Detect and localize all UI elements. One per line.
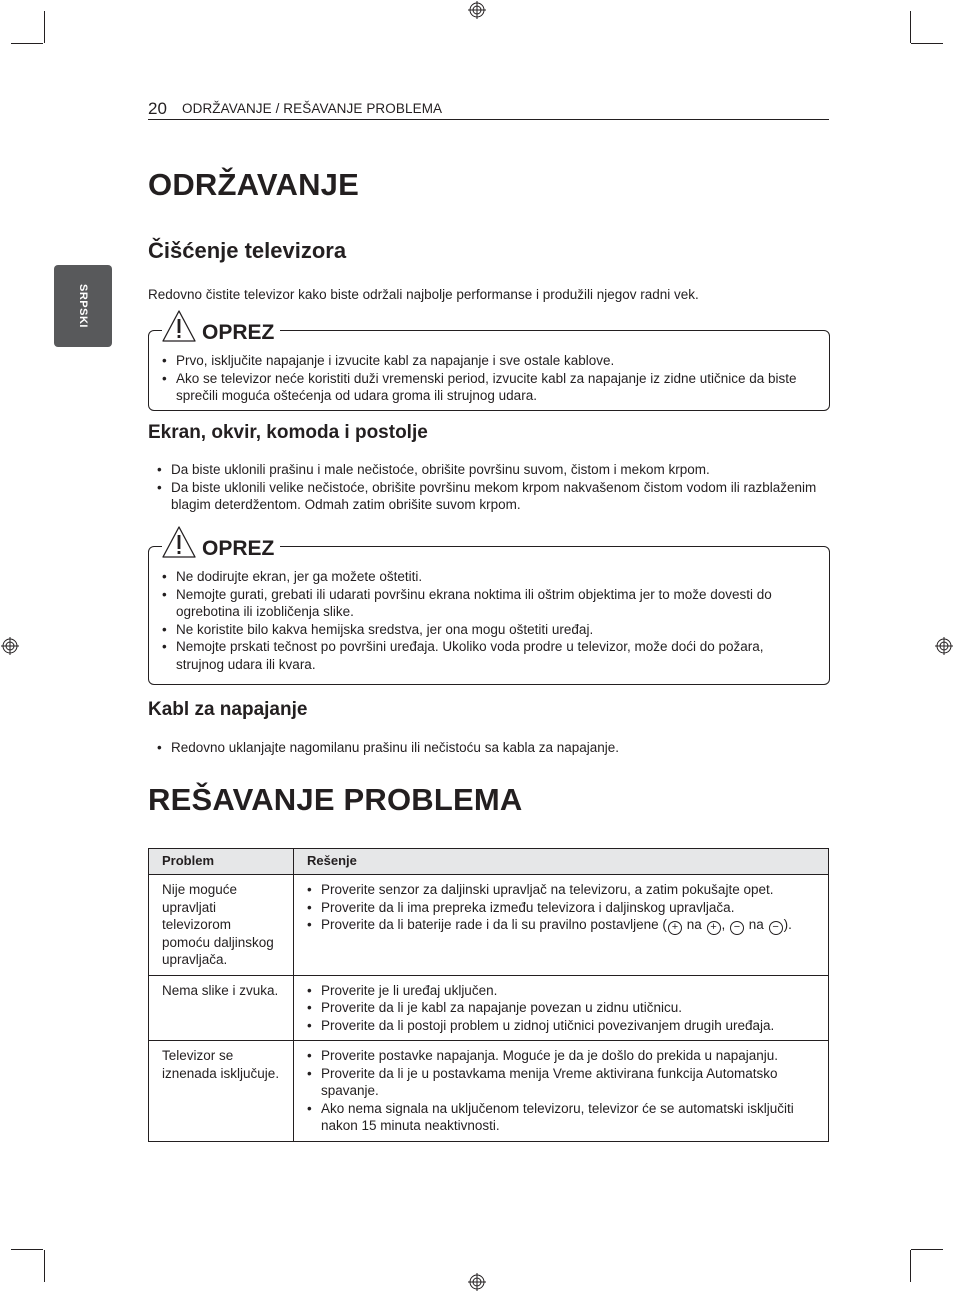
list-item: • Proverite je li uređaj uključen. [307, 982, 815, 1000]
battery-text-suffix: ). [783, 917, 792, 932]
caution-list [162, 568, 812, 673]
crop-mark [911, 43, 943, 44]
header-rule [148, 119, 829, 120]
maintenance-title: ODRŽAVANJE [148, 167, 359, 202]
plus-circle-icon: + [707, 921, 721, 935]
list-item: • Proverite da li postoji problem u zidnoj utičnici povezivanjem drugih uređaja. [307, 1017, 815, 1035]
list-item: • Ne koristite bilo kakva hemijska sredstva, jer ona mogu oštetiti uređaj. [162, 621, 812, 639]
list-item: • Da biste uklonili velike nečistoće, obrišite površinu mekom krpom nakvašenom čistom vodom ili razblaženim blagim deterdžentom. Odmah zatim obrišite suvom krpom. [157, 479, 817, 514]
crop-mark [44, 11, 45, 43]
running-head: ODRŽAVANJE / REŠAVANJE PROBLEMA [182, 101, 443, 116]
table-row [149, 1041, 829, 1142]
crop-mark [11, 1249, 43, 1250]
crop-mark [11, 43, 43, 44]
table-row [149, 975, 829, 1041]
cable-heading: Kabl za napajanje [148, 699, 308, 720]
warning-triangle-icon [162, 310, 196, 342]
language-tab-label: SRPSKI [77, 284, 89, 328]
column-header-solution: Rešenje [294, 849, 829, 875]
caution-label: OPREZ [202, 321, 275, 344]
caution-label: OPREZ [202, 537, 275, 560]
battery-text-na: na [686, 917, 702, 932]
solution-cell [294, 875, 829, 976]
cleaning-intro: Redovno čistite televizor kako biste održali najbolje performanse i produžili njegov radni vek. [148, 287, 699, 302]
plus-circle-icon: + [668, 921, 682, 935]
troubleshooting-table [148, 848, 829, 1142]
solution-list [307, 881, 815, 935]
solution-list [307, 1047, 815, 1135]
list-item: • Proverite da li baterije rade i da li su pravilno postavljene ( + na + , − na − ). [307, 916, 815, 935]
registration-mark-icon [935, 637, 953, 655]
caution-list [162, 352, 812, 405]
crop-mark [911, 1249, 943, 1250]
troubleshooting-title: REŠAVANJE PROBLEMA [148, 782, 523, 817]
screen-list [157, 461, 817, 514]
registration-mark-icon [468, 1273, 486, 1291]
battery-text-prefix: Proverite da li baterije rade i da li su pravilno postavljene ( [321, 917, 667, 932]
registration-mark-icon [1, 637, 19, 655]
list-item: • Ne dodirujte ekran, jer ga možete oštetiti. [162, 568, 812, 586]
screen-heading: Ekran, okvir, komoda i postolje [148, 422, 428, 443]
list-item: • Proverite postavke napajanja. Moguće je da je došlo do prekida u napajanju. [307, 1047, 815, 1065]
list-item: • Da biste uklonili prašinu i male nečistoće, obrišite površinu suvom, čistom i mekom krpom. [157, 461, 817, 479]
battery-text-na: na [748, 917, 764, 932]
solution-list [307, 982, 815, 1035]
caution-header [162, 524, 280, 558]
cable-list [157, 739, 817, 757]
minus-circle-icon: − [730, 921, 744, 935]
problem-cell: Nema slike i zvuka. [149, 975, 294, 1041]
problem-cell: Televizor se iznenada isključuje. [149, 1041, 294, 1142]
crop-mark [910, 1250, 911, 1282]
minus-circle-icon: − [769, 921, 783, 935]
table-header-row [149, 849, 829, 875]
warning-triangle-icon [162, 526, 196, 558]
list-item: • Proverite da li je kabl za napajanje povezan u zidnu utičnicu. [307, 999, 815, 1017]
cleaning-heading: Čišćenje televizora [148, 238, 347, 263]
list-item: • Nemojte gurati, grebati ili udarati površinu ekrana noktima ili oštrim objektima jer to može dovesti do ogrebotina ili izobličenja slike. [162, 586, 812, 621]
crop-mark [44, 1250, 45, 1282]
list-item: • Redovno uklanjajte nagomilanu prašinu ili nečistoću sa kabla za napajanje. [157, 739, 817, 757]
column-header-problem: Problem [149, 849, 294, 875]
solution-cell [294, 975, 829, 1041]
list-item: • Proverite da li ima prepreka između televizora i daljinskog upravljača. [307, 899, 815, 917]
caution-header [162, 308, 280, 342]
list-item: • Ako se televizor neće koristiti duži vremenski period, izvucite kabl za napajanje iz zidne utičnice da biste sprečili moguća oštećenja od udara groma ili strujnog udara. [162, 370, 812, 405]
page-number: 20 [148, 99, 167, 118]
list-item: • Nemojte prskati tečnost po površini uređaja. Ukoliko voda prodre u televizor, može doći do požara, strujnog udara ili kvara. [162, 638, 812, 673]
problem-cell: Nije moguće upravljati televizorom pomoću daljinskog upravljača. [149, 875, 294, 976]
crop-mark [910, 11, 911, 43]
list-item: • Proverite da li je u postavkama menija Vreme aktivirana funkcija Automatsko spavanje. [307, 1065, 815, 1100]
table-row [149, 875, 829, 976]
language-tab [54, 265, 112, 347]
list-item: • Prvo, isključite napajanje i izvucite kabl za napajanje i sve ostale kablove. [162, 352, 812, 370]
caution-box [148, 546, 830, 685]
list-item: • Proverite senzor za daljinski upravljač na televizoru, a zatim pokušajte opet. [307, 881, 815, 899]
list-item: • Ako nema signala na uključenom televizoru, televizor će se automatski isključiti nakon 15 minuta neaktivnosti. [307, 1100, 815, 1135]
solution-cell [294, 1041, 829, 1142]
registration-mark-icon [468, 1, 486, 19]
